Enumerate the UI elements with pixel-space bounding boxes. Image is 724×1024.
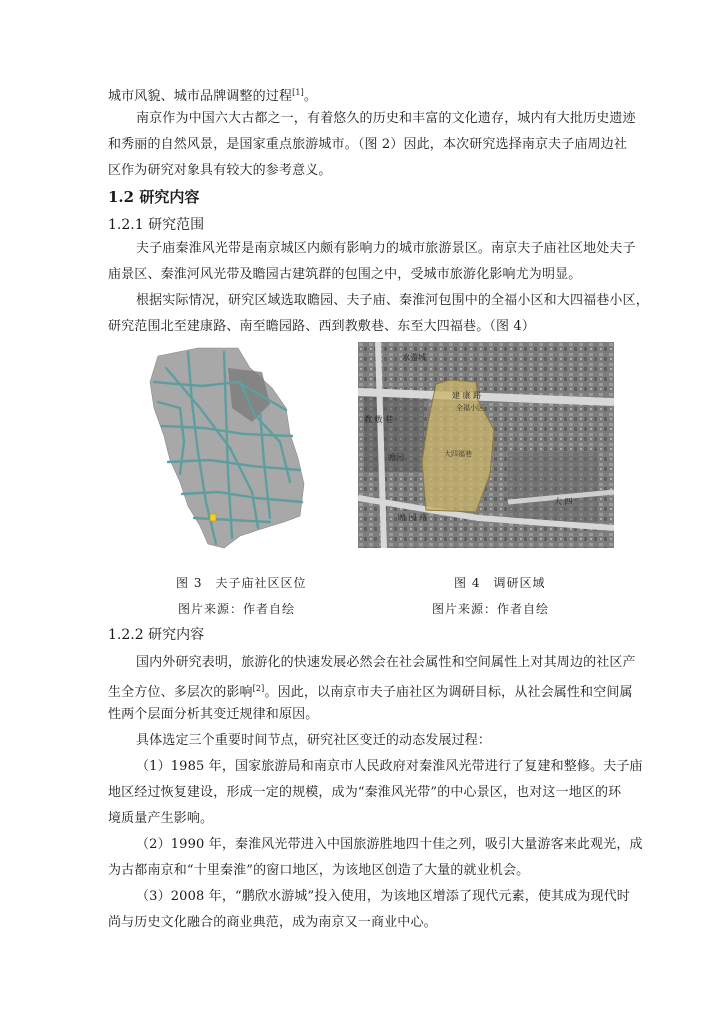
paragraph-line: 尚与历史文化融合的商业典范，成为南京又一商业中心。 (108, 915, 437, 930)
paragraph-line: 生全方位、多层次的影响[2]。因此，以南京市夫子庙社区为调研目标，从社会属性和空间属 (108, 684, 633, 700)
paragraph-line: 区作为研究对象具有较大的参考意义。 (108, 163, 332, 178)
label-area-b: 大四福巷 (444, 450, 472, 458)
paragraph-line: 南京作为中国六大古都之一，有着悠久的历史和丰富的文化遗存，城内有大批历史遗迹 (136, 111, 636, 126)
figure-4-source: 图片来源：作者自绘 (432, 602, 550, 616)
paragraph-line: 夫子庙秦淮风光带是南京城区内颇有影响力的城市旅游景区。南京夫子庙社区地处夫子 (136, 241, 636, 256)
paragraph-line: 国内外研究表明，旅游化的快速发展必然会在社会属性和空间属性上对其周边的社区产 (136, 655, 636, 670)
paragraph-line: 研究范围北至建康路、南至瞻园路、西到教敷巷、东至大四福巷。（图 4） (108, 319, 536, 334)
label-road-east: 大 四 (554, 497, 573, 506)
figure-3-source: 图片来源：作者自绘 (178, 602, 296, 616)
subsection-heading: 1.2.1 研究范围 (108, 217, 205, 233)
paragraph-line: （1）1985 年，国家旅游局和南京市人民政府对秦淮风光带进行了复建和整修。夫子庙 (136, 759, 643, 774)
paragraph-line: 和秀丽的自然风景，是国家重点旅游城市。（图 2）因此，本次研究选择南京夫子庙周边社 (108, 137, 628, 152)
paragraph-line: 根据实际情况，研究区域选取瞻园、夫子庙、秦淮河包围中的全福小区和大四福巷小区， (136, 293, 649, 308)
label-market: 水游城 (402, 353, 426, 362)
paragraph-line: 为古都南京和“十里秦淮”的窗口地区，为该地区创造了大量的就业机会。 (108, 863, 530, 878)
paragraph-line: （3）2008 年，“鹏欣水游城”投入使用，为该地区增添了现代元素，使其成为现代时 (136, 889, 630, 904)
paragraph-line: 地区经过恢复建设，形成一定的规模，成为“秦淮风光带”的中心景区，也对这一地区的环 (108, 785, 622, 800)
paragraph-line: （2）1990 年，秦淮风光带进入中国旅游胜地四十佳之列，吸引大量游客来此观光，成 (136, 837, 643, 852)
figure-3-caption: 图 3 夫子庙社区区位 (176, 576, 307, 590)
paragraph-line: 庙景区、秦淮河风光带及瞻园古建筑群的包围之中，受城市旅游化影响尤为明显。 (108, 267, 582, 282)
label-road-south: 瞻 园 路 (398, 513, 428, 522)
paragraph-line: 境质量产生影响。 (108, 811, 214, 826)
label-road-west: 教 敷 巷 (364, 415, 394, 424)
label-park: 瞻园 (388, 453, 404, 462)
location-marker (210, 514, 216, 521)
figure-3-map (140, 342, 312, 552)
label-road-north: 建 康 路 (452, 391, 482, 400)
paragraph-line: 城市风貌、城市品牌调整的过程[1]。 (108, 88, 318, 104)
paragraph-line: 具体选定三个重要时间节点，研究社区变迁的动态发展过程： (136, 733, 492, 748)
section-heading: 1.2 研究内容 (108, 188, 200, 206)
subsection-heading: 1.2.2 研究内容 (108, 627, 205, 643)
figure-4-aerial (358, 342, 614, 548)
paragraph-line: 性两个层面分析其变迁规律和原因。 (108, 707, 319, 722)
figure-4-caption: 图 4 调研区域 (454, 576, 546, 590)
label-area-a: 全福小区 (456, 404, 484, 412)
